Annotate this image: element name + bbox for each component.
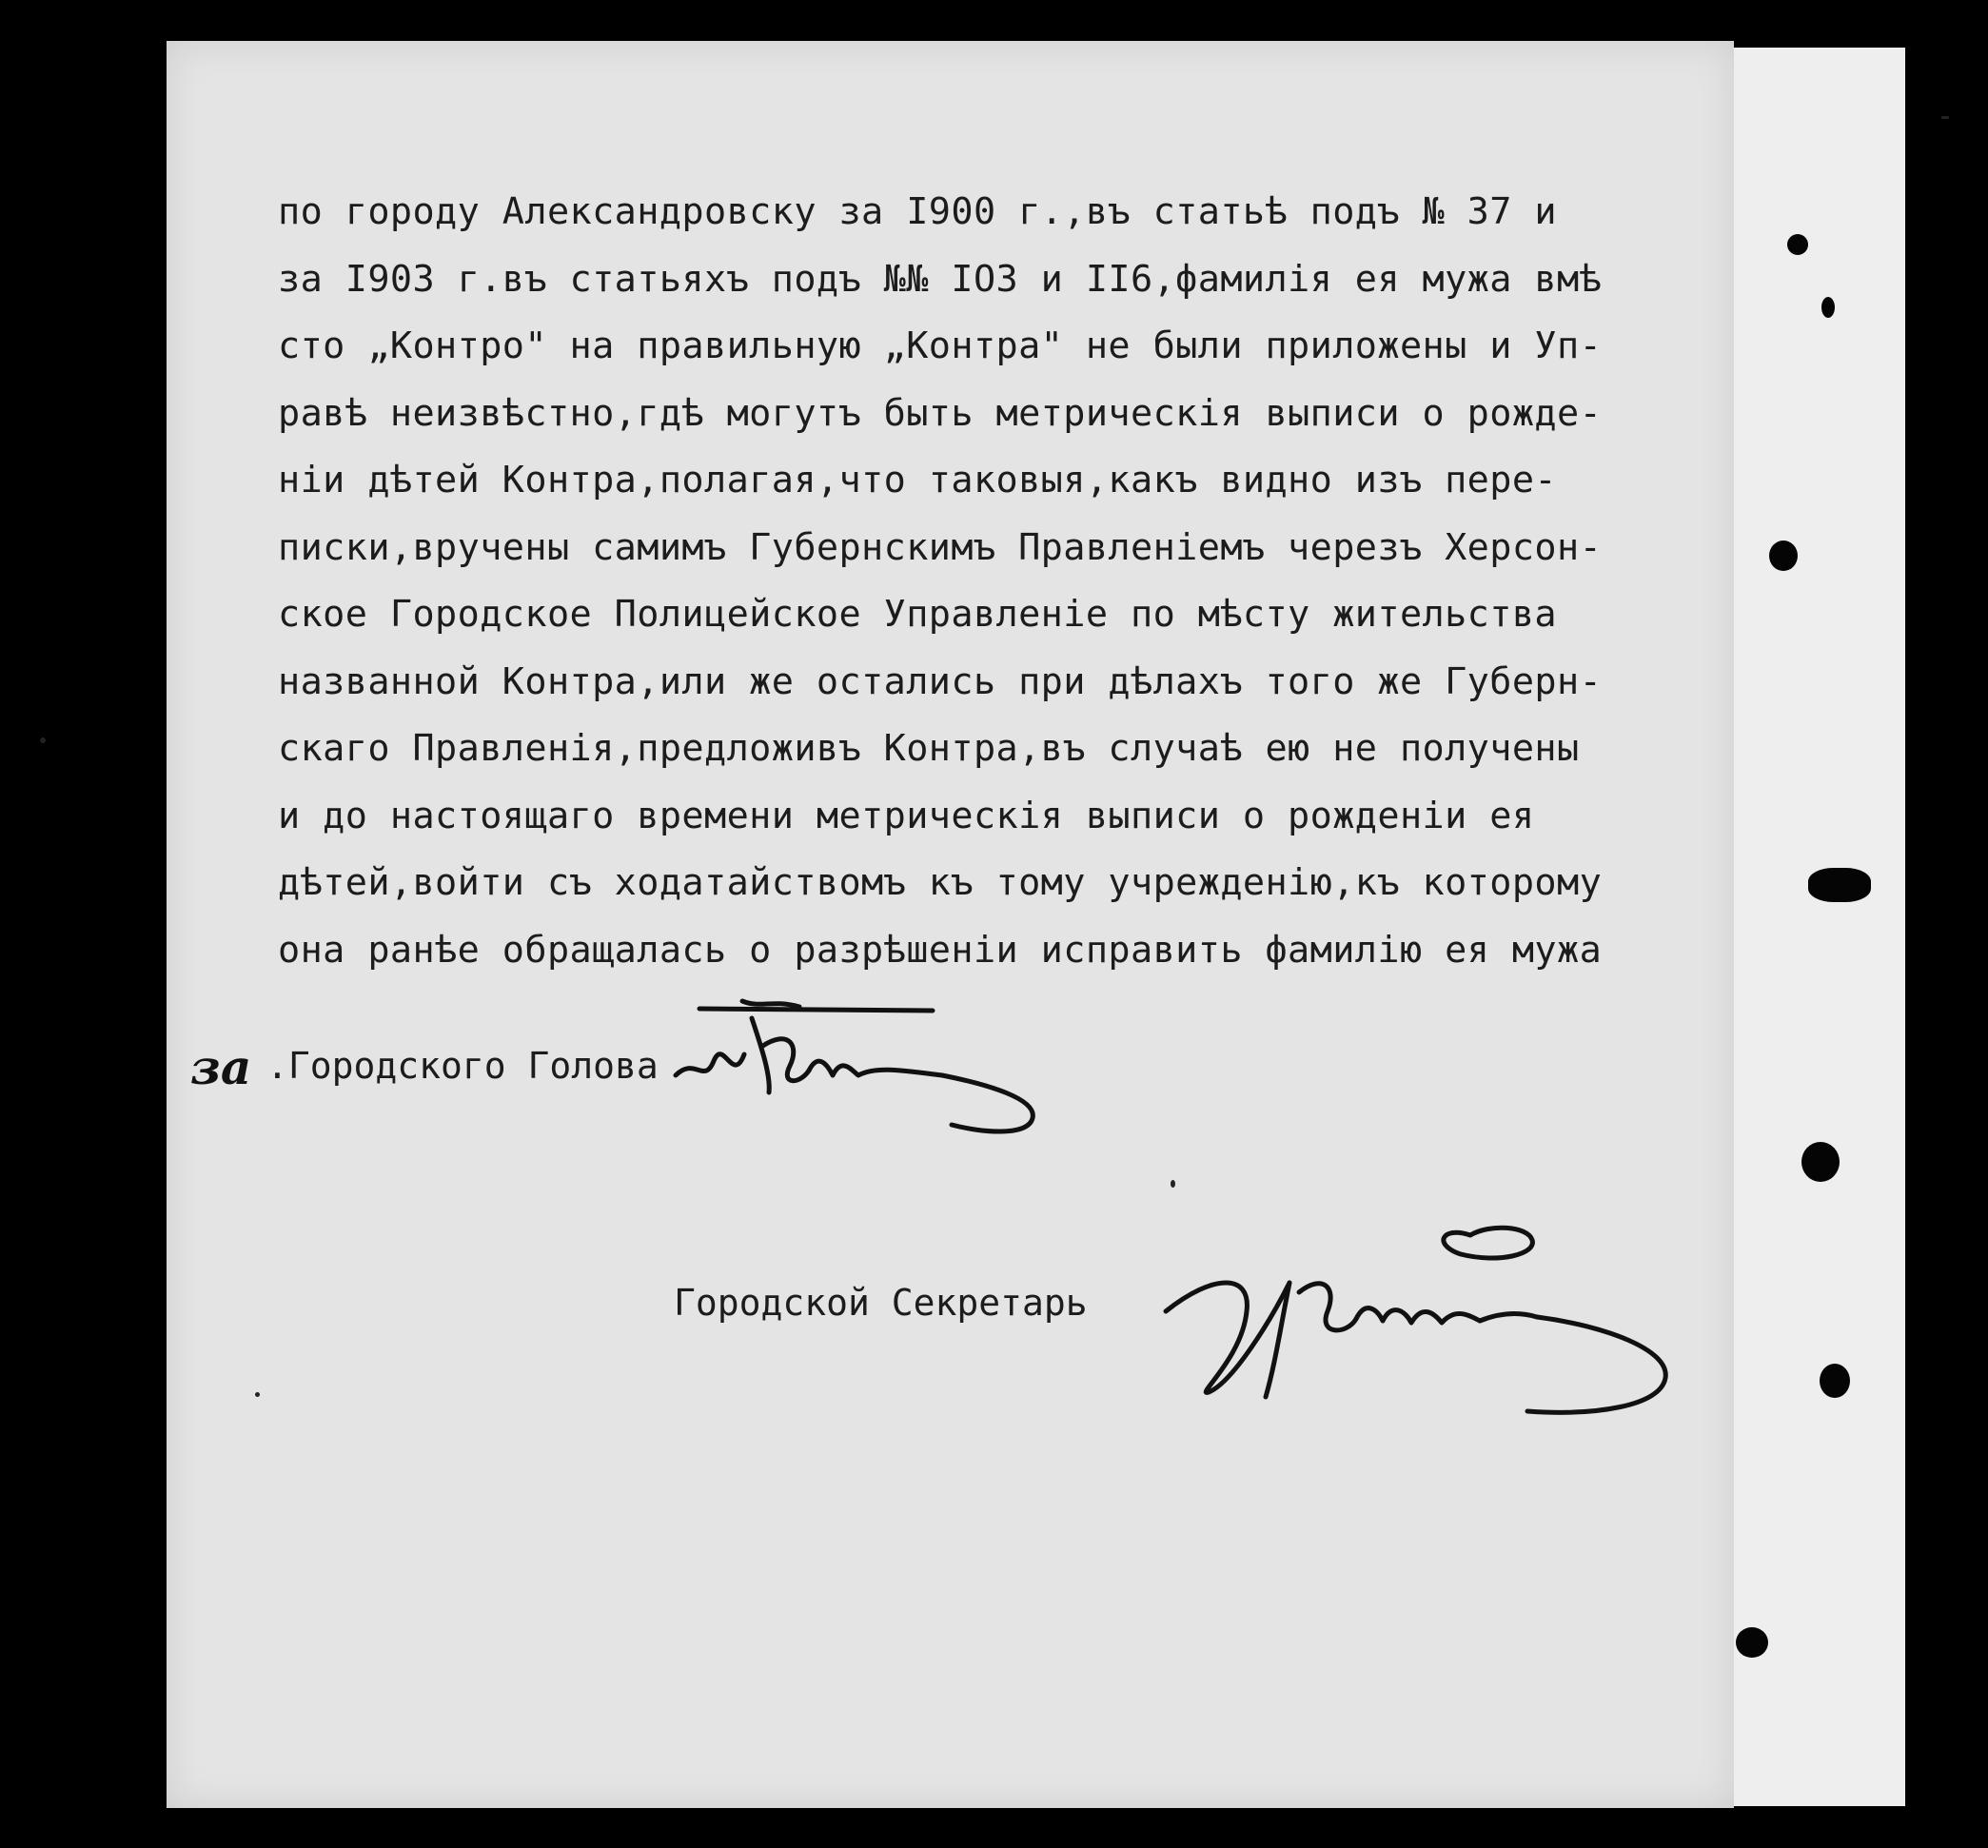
ink-speck [1171, 1180, 1175, 1188]
text-line: ніи дѣтей Контра,полагая,что таковыя,какъ видно изъ пере- [278, 459, 1558, 501]
text-line: ское Городское Полицейское Управленіе по мѣсту жительства [278, 593, 1558, 636]
punch-hole [1736, 1627, 1768, 1658]
typed-letter-body [278, 179, 1734, 984]
punch-hole [1787, 234, 1808, 255]
punch-hole [1820, 1364, 1850, 1398]
underlying-sheet-edge [1730, 48, 1905, 1806]
text-line: за I903 г.въ статьяхъ подъ №№ IO3 и II6,фамилія ея мужа вмѣ [278, 257, 1603, 301]
text-line: дѣтей,войти съ ходатайствомъ къ тому учрежденію,къ которому [278, 861, 1603, 904]
head-signature [657, 980, 1056, 1151]
secretary-signature [1156, 1207, 1689, 1425]
text-line: сто „Контро" на правильную „Контра" не были приложены и Уп- [278, 324, 1603, 367]
text-line: она ранѣе обращалась о разрѣшеніи исправить фамилію ея мужа [278, 928, 1603, 972]
punch-hole [1808, 868, 1871, 902]
text-line: скаго Правленія,предложивъ Контра,въ случаѣ ею не получены [278, 727, 1580, 770]
handwritten-prefix: за [190, 1039, 252, 1095]
ink-speck [40, 737, 46, 743]
text-line: названной Контра,или же остались при дѣлахъ того же Губерн- [278, 659, 1603, 703]
secretary-title-label: Городской Секретарь [674, 1282, 1088, 1324]
punch-hole [1769, 541, 1798, 571]
text-line: и до настоящаго времени метрическія выписи о рожденіи ея [278, 794, 1535, 837]
text-line: по городу Александровску за I900 г.,въ статьѣ подъ № 37 и [278, 190, 1558, 233]
text-line: писки,вручены самимъ Губернскимъ Правленіемъ черезъ Херсон- [278, 525, 1603, 569]
punch-hole [1821, 297, 1835, 318]
ink-speck [255, 1392, 260, 1397]
ink-speck [1941, 116, 1949, 119]
punch-hole [1801, 1142, 1840, 1182]
text-line: равѣ неизвѣстно,гдѣ могутъ быть метрическія выписи о рожде- [278, 391, 1603, 435]
head-title-label: .Городского Голова [266, 1045, 659, 1087]
